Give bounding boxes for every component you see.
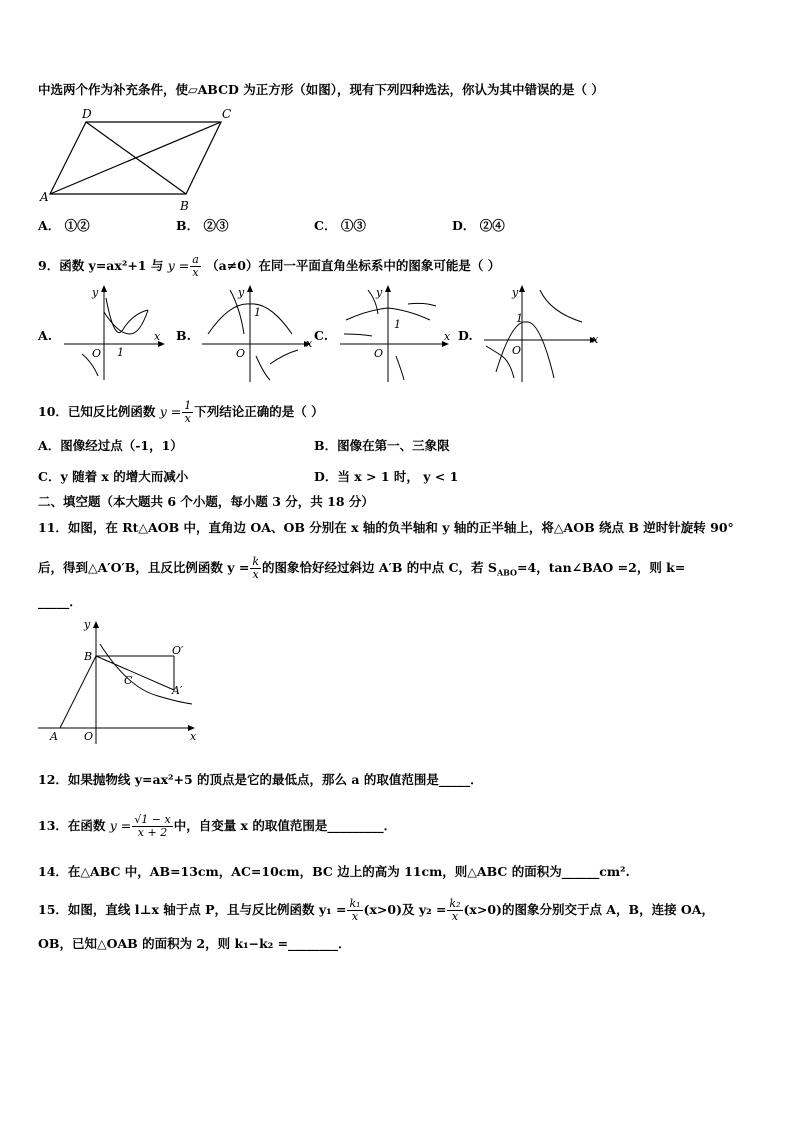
q9-option-b[interactable]: B. — [176, 328, 191, 343]
svg-text:y: y — [92, 286, 99, 299]
graph-c — [338, 284, 458, 384]
q10-option-a[interactable]: A．图像经过点（-1，1） — [38, 438, 183, 453]
q8-option-a[interactable]: A． ①② — [38, 218, 90, 233]
svg-text:x: x — [154, 330, 161, 343]
label-C: C — [222, 107, 232, 121]
svg-text:x: x — [306, 337, 313, 350]
svg-text:y: y — [84, 618, 91, 631]
q8-option-b[interactable]: B． ②③ — [176, 218, 229, 233]
section-heading: 二、填空题（本大题共 6 个小题，每小题 3 分，共 18 分） — [38, 494, 374, 509]
q11-line1: 11．如图，在 Rt△AOB 中，直角边 OA、OB 分别在 x 轴的负半轴和 y 轴的正半轴上，将△AOB 绕点 B 逆时针旋转 90° — [38, 520, 734, 535]
graph-a — [62, 284, 172, 384]
q11-line2: 后，得到△A′O′B，且反比例函数 y = $\frac{k}{x}$ 的图象恰好经过斜边 A′B 的中点 C，若 $S_{ABO}=4$，tan∠BAO =2，则 k= — [38, 555, 686, 581]
svg-text:O: O — [374, 347, 384, 360]
q15-line2: OB，已知△OAB 的面积为 2，则 k₁−k₂ =________． — [38, 936, 351, 951]
svg-text:1: 1 — [117, 346, 124, 359]
label-B: B — [180, 199, 189, 213]
graph-d — [482, 282, 606, 386]
svg-text:C: C — [124, 674, 133, 687]
svg-text:1: 1 — [254, 306, 261, 319]
svg-text:x: x — [190, 730, 197, 743]
svg-text:y: y — [376, 286, 383, 299]
svg-text:y: y — [238, 286, 245, 299]
q10-option-d[interactable]: D．当 x > 1 时， y < 1 — [314, 469, 459, 484]
label-D: D — [82, 107, 92, 121]
svg-text:x: x — [592, 333, 599, 346]
svg-text:O′: O′ — [172, 644, 184, 657]
svg-text:y: y — [512, 286, 519, 299]
q15-line1: 15．如图，直线 l⊥x 轴于点 P，且与反比例函数 y₁ = $\frac{\text{k₁}}{x}$ (x>0)及 y₂ = $\frac{\text{k₂}}{x}$ (x>0)的图象分别交于点 A，B，连接 OA， — [38, 897, 715, 923]
q12-text: 12．如果抛物线 y=ax²+5 的顶点是它的最低点，那么 a 的取值范围是_____． — [38, 772, 483, 787]
svg-text:O: O — [512, 344, 522, 357]
svg-text:1: 1 — [516, 312, 523, 325]
svg-text:1: 1 — [394, 318, 401, 331]
q9-stem: 9．函数 y=ax²+1 与 y = $\frac{a}{x}$ （a≠0）在同一平面直角坐标系中的图象可能是（ ） — [38, 253, 501, 279]
q9-option-c[interactable]: C. — [314, 328, 329, 343]
rotation-figure — [38, 616, 208, 746]
q8-option-c[interactable]: C． ①③ — [314, 218, 366, 233]
svg-text:A: A — [50, 730, 58, 743]
q8-option-d[interactable]: D． ②④ — [452, 218, 505, 233]
svg-text:O: O — [92, 347, 102, 360]
label-A: A — [40, 190, 49, 204]
q14-text: 14．在△ABC 中，AB=13cm，AC=10cm，BC 边上的高为 11cm，则△ABC 的面积为______cm². — [38, 864, 630, 879]
graph-b — [200, 284, 320, 384]
q9-option-a[interactable]: A. — [38, 328, 53, 343]
svg-text:x: x — [444, 330, 451, 343]
parallelogram-figure — [38, 104, 238, 214]
svg-text:O: O — [84, 730, 94, 743]
svg-text:B: B — [84, 650, 93, 663]
q11-answer-blank[interactable]: _____． — [38, 594, 82, 609]
svg-text:O: O — [236, 347, 246, 360]
q10-option-c[interactable]: C．y 随着 x 的增大而减小 — [38, 469, 189, 484]
q9-option-d[interactable]: D. — [458, 328, 473, 343]
q10-option-b[interactable]: B．图像在第一、三象限 — [314, 438, 450, 453]
q8-text: 中选两个作为补充条件，使▱ABCD 为正方形（如图），现有下列四种选法，你认为其中错误的是（ ） — [38, 82, 604, 97]
svg-text:A′: A′ — [172, 684, 183, 697]
q13-text: 13．在函数 y = $\frac{√1 - x}{x + 2}$ 中，自变量 x 的取值范围是_________． — [38, 813, 397, 839]
q10-stem: 10．已知反比例函数 y = $\frac{1}{x}$ 下列结论正确的是（ ） — [38, 399, 324, 425]
